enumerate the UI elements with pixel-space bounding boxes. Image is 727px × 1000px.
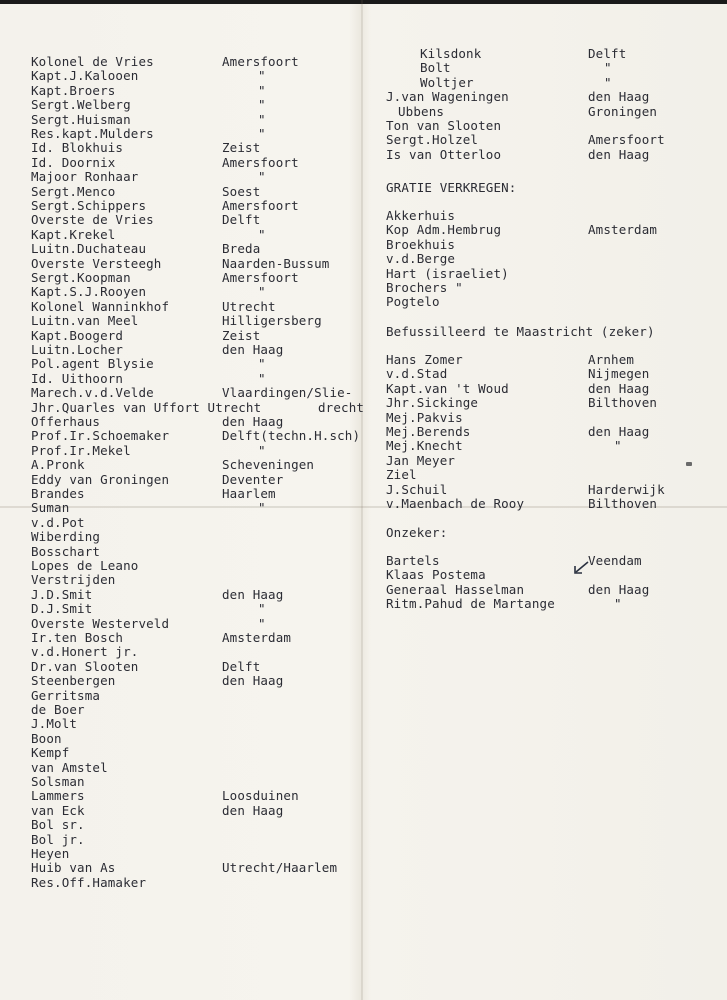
entry-place: den Haag xyxy=(222,586,284,602)
entry-name: Sergt.Schippers xyxy=(31,198,147,213)
entry-name: Id. Blokhuis xyxy=(31,140,124,156)
entry-name: Prof.Ir.Schoemaker xyxy=(31,428,170,444)
entry-name: Sergt.Koopman xyxy=(31,270,131,285)
entry-name: Kapt.Krekel xyxy=(31,226,116,242)
entry-name: Solsman xyxy=(31,774,85,789)
entry-place: Amersfoort xyxy=(222,154,299,170)
entry-name: Bol sr. xyxy=(31,817,85,833)
entry-name: Luitn.van Meel xyxy=(31,313,139,329)
entry-place: " xyxy=(258,442,266,458)
entry-place: den Haag xyxy=(588,581,650,597)
entry-name: Kempf xyxy=(31,745,70,761)
entry-name: Wiberding xyxy=(31,529,101,545)
entry-name: van Amstel xyxy=(31,759,108,775)
entry-place: den Haag xyxy=(222,342,284,357)
section-heading-onzeker: Onzeker: xyxy=(386,525,448,540)
entry-name: Broekhuis xyxy=(386,236,456,252)
fold-line-vertical xyxy=(361,0,363,1000)
entry-name: de Boer xyxy=(31,702,85,717)
entry-name: Bol jr. xyxy=(31,831,85,847)
entry-name: Heyen xyxy=(31,846,70,861)
entry-name: Overste Versteegh xyxy=(31,255,162,271)
entry-name: Kolonel de Vries xyxy=(31,54,154,69)
entry-name: Bosschart xyxy=(31,543,101,559)
entry-name: Dr.van Slooten xyxy=(31,658,139,674)
entry-place: Delft(techn.H.sch) xyxy=(222,428,361,444)
entry-place: den Haag xyxy=(588,146,650,162)
entry-place: Delft xyxy=(222,212,261,228)
entry-place: " xyxy=(258,111,266,127)
entry-name: Hart (israeliet) xyxy=(386,265,509,281)
entry-place: Delft xyxy=(222,658,261,674)
entry-name: Marech.v.d.Velde xyxy=(31,385,154,401)
entry-name: Ziel xyxy=(386,467,417,483)
entry-place: Vlaardingen/Slie- xyxy=(222,385,353,401)
entry-place: Breda xyxy=(222,241,261,257)
entry-name: Luitn.Duchateau xyxy=(31,241,147,257)
entry-name: Hans Zomer xyxy=(386,352,463,367)
entry-place: drecht xyxy=(318,399,365,415)
entry-name: Mej.Pakvis xyxy=(386,409,463,425)
entry-place: " xyxy=(258,126,266,141)
entry-place: Amersfoort xyxy=(222,54,299,69)
entry-place: Amsterdam xyxy=(222,630,292,645)
entry-place: " xyxy=(614,438,622,454)
ink-speck xyxy=(686,462,692,466)
entry-place: " xyxy=(258,226,266,242)
entry-name: Sergt.Huisman xyxy=(31,111,131,127)
entry-place: " xyxy=(614,596,622,612)
entry-place: " xyxy=(258,169,266,185)
entry-place: " xyxy=(258,370,266,386)
entry-place: Arnhem xyxy=(588,352,635,367)
entry-place: Deventer xyxy=(222,471,284,487)
entry-name: Id. Uithoorn xyxy=(31,370,124,386)
entry-name: Brochers " xyxy=(386,280,463,295)
entry-name: Kapt.S.J.Rooyen xyxy=(31,284,147,300)
entry-name: Boon xyxy=(31,730,62,746)
entry-place: den Haag xyxy=(588,89,650,105)
entry-place: " xyxy=(604,74,612,90)
entry-name: Ton van Slooten xyxy=(386,118,502,133)
entry-name: Eddy van Groningen xyxy=(31,471,170,487)
entry-name: Overste Westerveld xyxy=(31,615,170,631)
entry-name: Jhr.Sickinge xyxy=(386,395,479,411)
entry-name: J.Schuil xyxy=(386,481,448,497)
entry-place: " xyxy=(258,356,266,372)
entry-place: Veendam xyxy=(588,553,642,568)
entry-name: Woltjer xyxy=(420,74,474,90)
entry-place: Naarden-Bussum xyxy=(222,255,330,271)
entry-place: Amersfoort xyxy=(222,198,299,213)
entry-place: Zeist xyxy=(222,140,261,156)
entry-name: Bolt xyxy=(420,60,451,76)
entry-place: Delft xyxy=(588,46,627,61)
entry-name: Jhr.Quarles van Uffort Utrecht xyxy=(31,399,262,415)
entry-name: Sergt.Holzel xyxy=(386,132,479,148)
entry-place: Zeist xyxy=(222,327,261,343)
entry-place: Loosduinen xyxy=(222,788,299,804)
entry-name: Bartels xyxy=(386,553,440,568)
section-heading-maastricht: Befussilleerd te Maastricht (zeker) xyxy=(386,324,655,339)
entry-place: Amsterdam xyxy=(588,222,658,238)
entry-name: Kapt.J.Kalooen xyxy=(31,68,139,84)
entry-name: Id. Doornix xyxy=(31,154,116,170)
entry-place: " xyxy=(258,82,266,98)
entry-name: v.d.Berge xyxy=(386,251,456,267)
entry-name: Pogtelo xyxy=(386,294,440,310)
entry-name: Pol.agent Blysie xyxy=(31,356,154,372)
entry-name: Kolonel Wanninkhof xyxy=(31,298,170,314)
entry-place: Nijmegen xyxy=(588,366,650,382)
entry-place: Utrecht/Haarlem xyxy=(222,860,338,876)
entry-place: " xyxy=(604,60,612,76)
entry-name: Ritm.Pahud de Martange xyxy=(386,596,555,612)
entry-name: Gerritsma xyxy=(31,687,101,703)
entry-name: Brandes xyxy=(31,486,85,501)
entry-name: Res.kapt.Mulders xyxy=(31,126,154,141)
entry-place: den Haag xyxy=(222,673,284,689)
entry-name: Klaas Postema xyxy=(386,567,486,583)
entry-place: Soest xyxy=(222,183,261,199)
entry-name: Offerhaus xyxy=(31,414,101,429)
entry-place: Amersfoort xyxy=(222,270,299,285)
handwritten-arrow-mark xyxy=(572,560,590,576)
entry-place: den Haag xyxy=(222,802,284,818)
entry-name: Kapt.van 't Woud xyxy=(386,380,509,396)
entry-place: Amersfoort xyxy=(588,132,665,148)
entry-place: den Haag xyxy=(222,414,284,429)
entry-name: Sergt.Menco xyxy=(31,183,116,199)
entry-name: Luitn.Locher xyxy=(31,342,124,357)
entry-name: Kapt.Boogerd xyxy=(31,327,124,343)
entry-place: " xyxy=(258,500,266,516)
section-heading-gratie: GRATIE VERKREGEN: xyxy=(386,180,517,195)
entry-place: Bilthoven xyxy=(588,395,658,411)
entry-place: " xyxy=(258,284,266,300)
entry-name: Ubbens xyxy=(398,103,445,119)
entry-place: Scheveningen xyxy=(222,457,315,473)
entry-name: v.d.Pot xyxy=(31,514,85,530)
entry-place: " xyxy=(258,601,266,617)
entry-name: Generaal Hasselman xyxy=(386,581,525,597)
entry-name: Is van Otterloo xyxy=(386,146,502,162)
entry-name: Verstrijden xyxy=(31,572,116,588)
entry-place: Utrecht xyxy=(222,298,276,314)
entry-name: J.D.Smit xyxy=(31,586,93,602)
entry-name: Majoor Ronhaar xyxy=(31,169,139,185)
entry-name: Steenbergen xyxy=(31,673,116,689)
entry-name: Res.Off.Hamaker xyxy=(31,874,147,890)
entry-name: Mej.Berends xyxy=(386,424,471,439)
entry-name: J.van Wageningen xyxy=(386,89,509,105)
entry-name: Mej.Knecht xyxy=(386,438,463,454)
entry-place: den Haag xyxy=(588,380,650,396)
entry-name: Akkerhuis xyxy=(386,208,456,223)
entry-name: Huib van As xyxy=(31,860,116,876)
entry-name: Kop Adm.Hembrug xyxy=(386,222,502,238)
entry-name: Lopes de Leano xyxy=(31,558,139,573)
entry-place: " xyxy=(258,615,266,631)
entry-name: Jan Meyer xyxy=(386,452,456,468)
entry-name: J.Molt xyxy=(31,716,78,732)
entry-place: Groningen xyxy=(588,103,658,119)
entry-place: " xyxy=(258,68,266,84)
entry-name: Overste de Vries xyxy=(31,212,154,228)
entry-name: Prof.Ir.Mekel xyxy=(31,442,131,458)
entry-name: v.d.Honert jr. xyxy=(31,644,139,660)
entry-place: den Haag xyxy=(588,424,650,439)
entry-name: Lammers xyxy=(31,788,85,804)
entry-name: van Eck xyxy=(31,802,85,818)
entry-name: A.Pronk xyxy=(31,457,85,473)
entry-name: Sergt.Welberg xyxy=(31,97,131,113)
entry-place: Haarlem xyxy=(222,486,276,501)
entry-place: " xyxy=(258,97,266,113)
entry-name: D.J.Smit xyxy=(31,601,93,617)
entry-name: Ir.ten Bosch xyxy=(31,630,124,645)
entry-place: Hilligersberg xyxy=(222,313,322,329)
entry-place: Bilthoven xyxy=(588,496,658,511)
entry-name: v.d.Stad xyxy=(386,366,448,382)
entry-name: Kilsdonk xyxy=(420,46,482,61)
entry-name: Kapt.Broers xyxy=(31,82,116,98)
scan-edge xyxy=(0,0,727,4)
entry-place: Harderwijk xyxy=(588,481,665,497)
entry-name: v.Maenbach de Rooy xyxy=(386,496,525,511)
entry-name: Suman xyxy=(31,500,70,516)
